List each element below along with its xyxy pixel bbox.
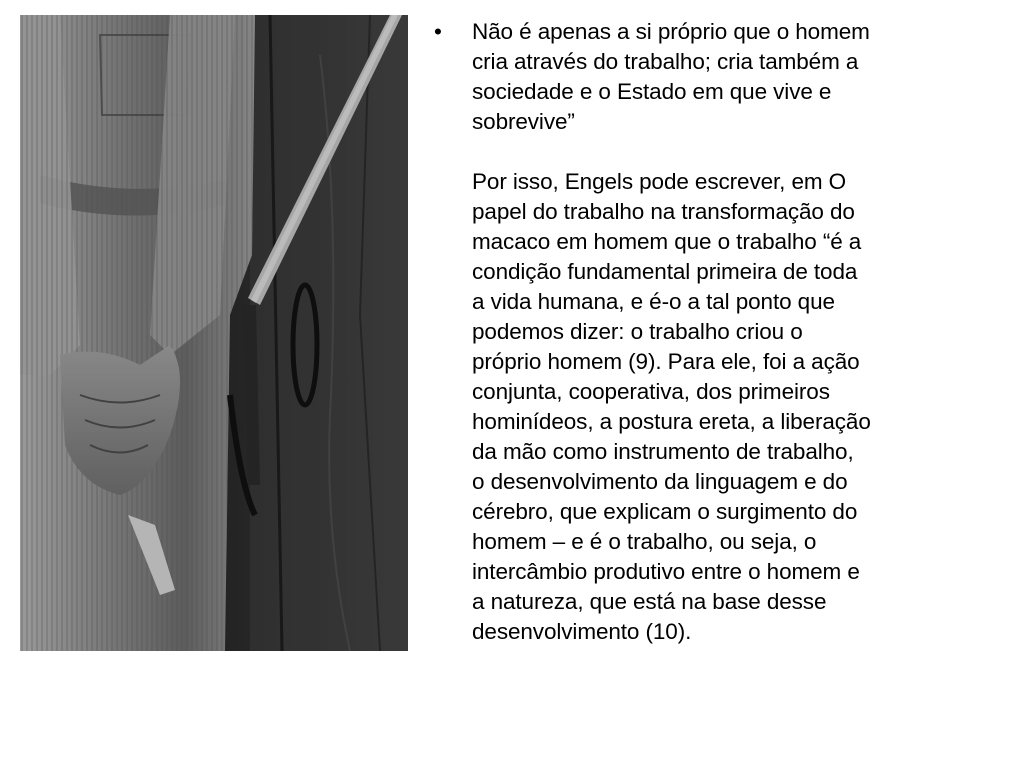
- quote-paragraph: Não é apenas a si próprio que o homem cria através do trabalho; cria também a sociedade e o Estado em que vive e sobrevive”: [472, 19, 870, 134]
- slide-text: [434, 17, 994, 647]
- worker-photo: [20, 15, 408, 651]
- engels-paragraph: Por isso, Engels pode escrever, em O papel do trabalho na transformação do macaco em homem que o trabalho “é a condição fundamental primeira de toda a vida humana, e é-o a tal ponto que podemos dizer: o trabalho criou o próprio homem (9). Para ele, foi a ação conjunta, cooperativa, dos primeiros hominídeos, a postura ereta, a liberação da mão como instrumento de trabalho, o desenvolvimento da linguagem e do cérebro, que explicam o surgimento do homem – e é o trabalho, ou seja, o intercâmbio produtivo entre o homem e a natureza, que está na base desse desenvolvimento (10).: [472, 169, 871, 644]
- bullet-marker: •: [434, 19, 442, 44]
